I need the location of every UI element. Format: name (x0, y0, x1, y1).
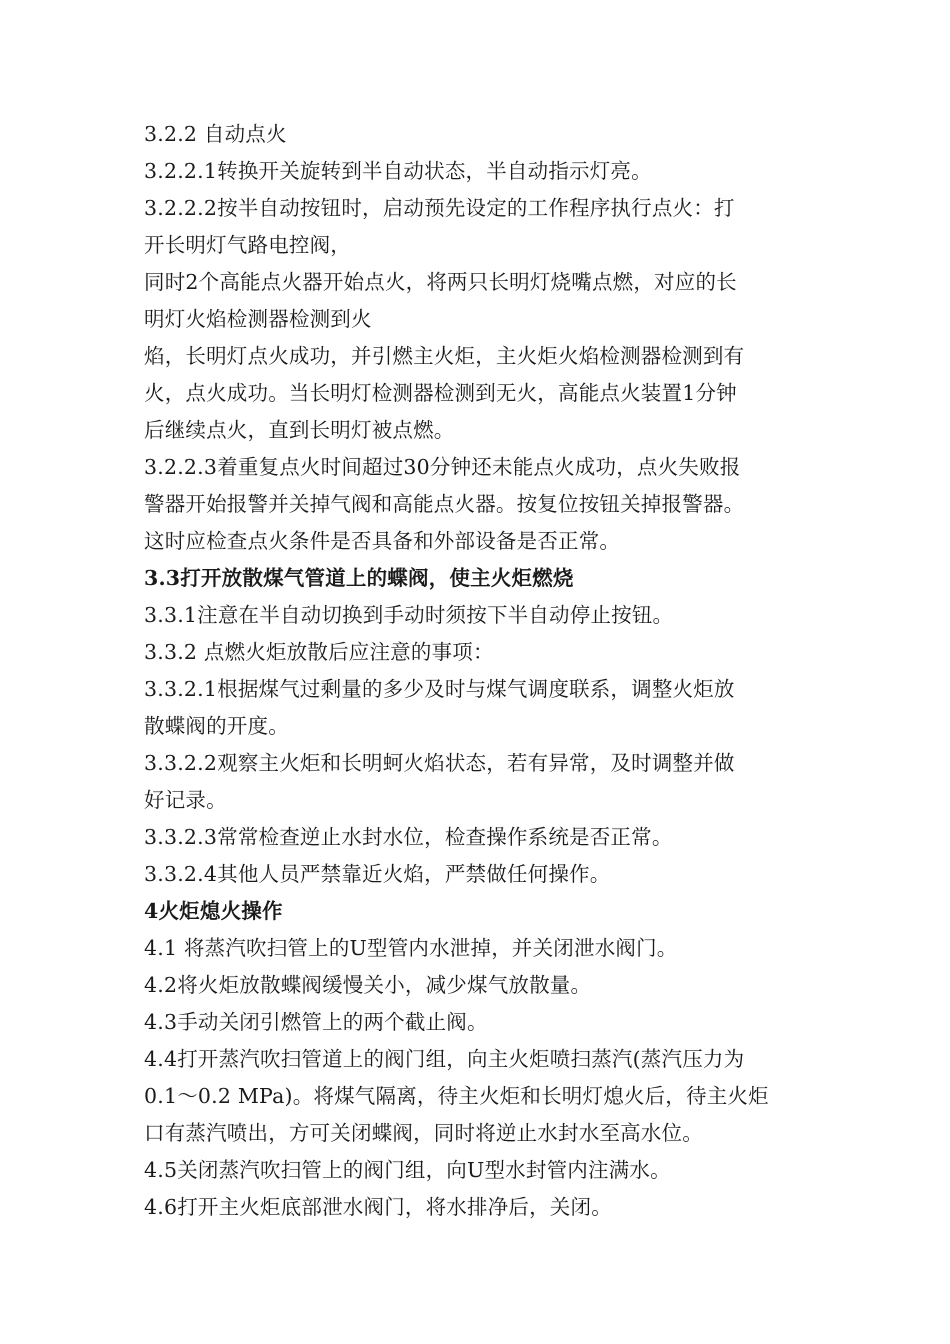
text-line: 3.3.2.1根据煤气过剩量的多少及时与煤气调度联系，调整火炬放 (144, 677, 735, 701)
text-line: 4.6打开主火炬底部泄水阀门，将水排净后，关闭。 (144, 1195, 612, 1219)
text-line: 散蝶阀的开度。 (144, 714, 289, 738)
text-line: 3.3.2.4其他人员严禁靠近火焰，严禁做任何操作。 (144, 862, 611, 886)
text-line: 明灯火焰检测器检测到火 (144, 307, 372, 331)
text-line: 开长明灯气路电控阀， (144, 233, 351, 257)
text-line: 火，点火成功。当长明灯检测器检测到无火，高能点火装置1分钟 (144, 381, 737, 405)
text-line: 4.1 将蒸汽吹扫管上的U型管内水泄掉，并关闭泄水阀门。 (144, 936, 678, 960)
text-line: 3.2.2.3着重复点火时间超过30分钟还未能点火成功，点火失败报 (144, 455, 741, 479)
text-line: 3.2.2 自动点火 (144, 122, 287, 146)
text-line: 4.3手动关闭引燃管上的两个截止阀。 (144, 1010, 488, 1034)
text-line: 这时应检查点火条件是否具备和外部设备是否正常。 (144, 529, 621, 553)
text-line: 同时2个高能点火器开始点火，将两只长明灯烧嘴点燃，对应的长 (144, 270, 737, 294)
text-line: 4.4打开蒸汽吹扫管道上的阀门组，向主火炬喷扫蒸汽(蒸汽压力为 (144, 1047, 745, 1071)
text-line: 0.1～0.2 MPa)。将煤气隔离，待主火炬和长明灯熄火后，待主火炬 (144, 1084, 769, 1108)
text-line: 3.3.1注意在半自动切换到手动时须按下半自动停止按钮。 (144, 603, 674, 627)
text-line: 3.2.2.1转换开关旋转到半自动状态，半自动指示灯亮。 (144, 159, 652, 183)
text-line: 警器开始报警并关掉气阀和高能点火器。按复位按钮关掉报警器。 (144, 492, 745, 516)
section-heading: 4火炬熄火操作 (144, 899, 283, 923)
text-line: 焰，长明灯点火成功，并引燃主火炬，主火炬火焰检测器检测到有 (144, 344, 745, 368)
text-line: 3.2.2.2按半自动按钮时，启动预先设定的工作程序执行点火：打 (144, 196, 735, 220)
text-line: 好记录。 (144, 788, 227, 812)
text-line: 后继续点火，直到长明灯被点燃。 (144, 418, 455, 442)
document-body (144, 116, 814, 1226)
text-line: 4.5关闭蒸汽吹扫管上的阀门组，向U型水封管内注满水。 (144, 1158, 671, 1182)
text-line: 3.3.2.2观察主火炬和长明蚵火焰状态，若有异常，及时调整并做 (144, 751, 735, 775)
text-line: 3.3.2 点燃火炬放散后应注意的事项： (144, 640, 494, 664)
text-line: 口有蒸汽喷出，方可关闭蝶阀，同时将逆止水封水至高水位。 (144, 1121, 703, 1145)
section-heading: 3.3打开放散煤气管道上的蝶阀，使主火炬燃烧 (144, 566, 574, 590)
text-line: 4.2将火炬放散蝶阀缓慢关小，减少煤气放散量。 (144, 973, 592, 997)
text-line: 3.3.2.3常常检查逆止水封水位，检查操作系统是否正常。 (144, 825, 673, 849)
